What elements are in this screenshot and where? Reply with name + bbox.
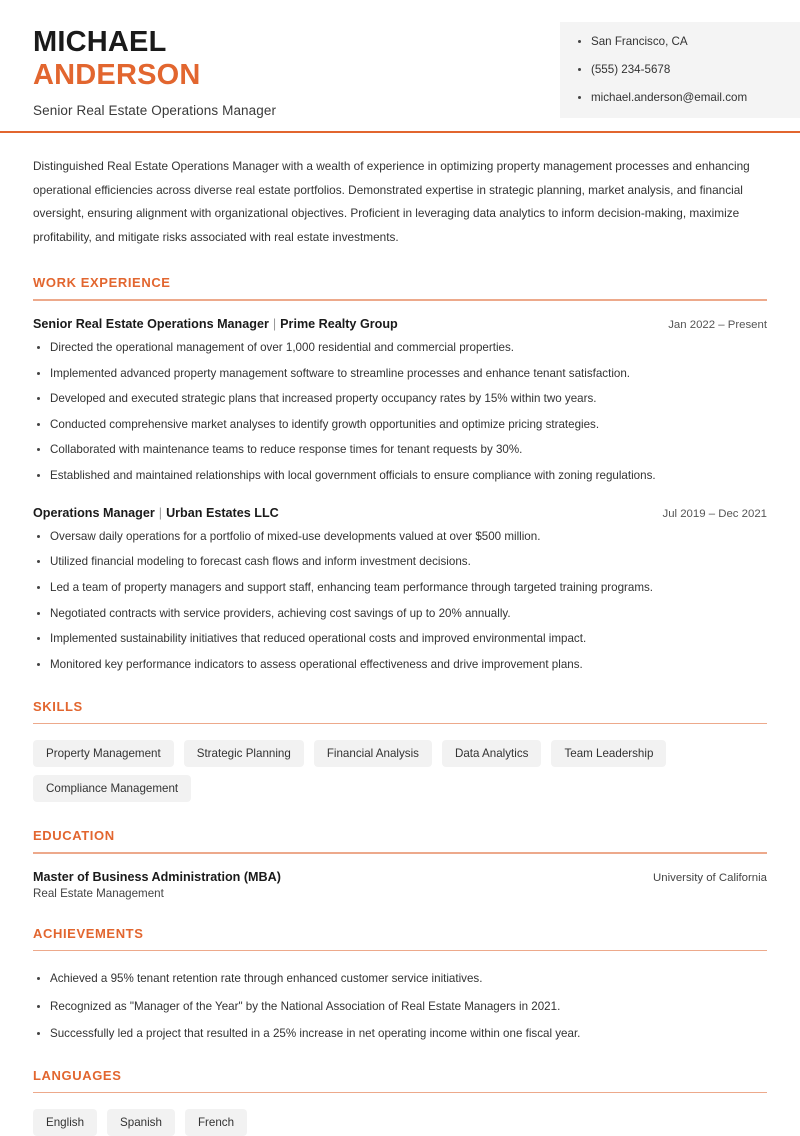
list-item: Monitored key performance indicators to assess operational effectiveness and drive improvement plans.	[33, 657, 767, 673]
section-title-achievements: ACHIEVEMENTS	[33, 925, 144, 941]
contact-list	[578, 35, 786, 105]
work-role: Operations Manager	[33, 505, 155, 520]
work-entry-bullets	[33, 340, 767, 484]
section-title-education: EDUCATION	[33, 828, 115, 844]
section-rule	[33, 299, 767, 301]
list-item: Negotiated contracts with service providers, achieving cost savings of up to 20% annually.	[33, 606, 767, 622]
section-skills	[33, 699, 767, 803]
section-languages	[33, 1068, 767, 1136]
list-item: Led a team of property managers and support staff, enhancing team performance through targeted training programs.	[33, 580, 767, 596]
list-item: Utilized financial modeling to forecast cash flows and inform investment decisions.	[33, 554, 767, 570]
list-item: Successfully led a project that resulted in a 25% increase in net operating income within one fiscal year.	[33, 1026, 767, 1042]
list-item: Implemented advanced property management software to streamline processes and enhance tenant satisfaction.	[33, 366, 767, 382]
work-entry-header	[33, 317, 767, 331]
work-entry	[33, 317, 767, 484]
last-name: ANDERSON	[33, 59, 201, 92]
work-company: Urban Estates LLC	[166, 505, 279, 520]
section-title-languages: LANGUAGES	[33, 1067, 122, 1083]
achievements-list	[33, 971, 767, 1042]
education-entry	[33, 870, 767, 900]
section-title-work-experience: WORK EXPERIENCE	[33, 275, 171, 291]
section-title-skills: SKILLS	[33, 698, 83, 714]
list-item: Developed and executed strategic plans that increased property occupancy rates by 15% within two years.	[33, 391, 767, 407]
contact-location: San Francisco, CA	[578, 35, 786, 49]
section-rule	[33, 852, 767, 854]
language-chip: French	[185, 1109, 247, 1136]
work-entry-date: Jan 2022 – Present	[668, 318, 767, 331]
language-chip: English	[33, 1109, 97, 1136]
work-entry-title	[33, 506, 279, 520]
work-entry-header	[33, 506, 767, 520]
job-subtitle: Senior Real Estate Operations Manager	[33, 103, 277, 119]
contact-box	[560, 22, 800, 118]
education-entry-header	[33, 870, 767, 884]
skill-chip: Financial Analysis	[314, 740, 432, 767]
list-item: Conducted comprehensive market analyses to identify growth opportunities and optimize pricing strategies.	[33, 417, 767, 433]
contact-email[interactable]: michael.anderson@email.com	[578, 91, 786, 105]
work-entry-date: Jul 2019 – Dec 2021	[662, 507, 767, 520]
education-field: Real Estate Management	[33, 886, 164, 900]
first-name: MICHAEL	[33, 26, 167, 58]
work-entry	[33, 506, 767, 673]
section-achievements	[33, 926, 767, 1042]
contact-phone[interactable]: (555) 234-5678	[578, 63, 786, 77]
education-institution: University of California	[653, 871, 767, 884]
identity-block	[0, 22, 276, 118]
title-separator: |	[158, 505, 163, 520]
resume-content	[0, 155, 800, 1136]
list-item: Directed the operational management of over 1,000 residential and commercial properties.	[33, 340, 767, 356]
work-role: Senior Real Estate Operations Manager	[33, 316, 269, 331]
list-item: Oversaw daily operations for a portfolio of mixed-use developments valued at over $500 million.	[33, 529, 767, 545]
skill-chip: Compliance Management	[33, 775, 191, 802]
list-item: Collaborated with maintenance teams to reduce response times for tenant requests by 30%.	[33, 442, 767, 458]
languages-chip-list	[33, 1109, 767, 1136]
section-education	[33, 828, 767, 900]
language-chip: Spanish	[107, 1109, 175, 1136]
list-item: Implemented sustainability initiatives that reduced operational costs and improved environmental impact.	[33, 631, 767, 647]
list-item: Achieved a 95% tenant retention rate through enhanced customer service initiatives.	[33, 971, 767, 987]
section-work-experience	[33, 275, 767, 672]
work-company: Prime Realty Group	[280, 316, 398, 331]
skill-chip: Team Leadership	[551, 740, 666, 767]
list-item: Established and maintained relationships with local government officials to ensure compliance with zoning regulations.	[33, 468, 767, 484]
skills-chip-list	[33, 740, 767, 802]
professional-summary: Distinguished Real Estate Operations Manager with a wealth of experience in optimizing property management processes and enhancing operational efficiencies across diverse real estate portfolios. Demonstrated expertise in strategic planning, market analysis, and financial oversight, ensuring alignment with organizational objectives. Proficient in leveraging data analytics to inform decision-making, maximize profitability, and mitigate risks associated with real estate investments.	[33, 159, 750, 244]
header-divider	[0, 131, 800, 133]
work-entry-title	[33, 317, 398, 331]
skill-chip: Data Analytics	[442, 740, 541, 767]
section-rule	[33, 1092, 767, 1094]
list-item: Recognized as "Manager of the Year" by the National Association of Real Estate Managers in 2021.	[33, 999, 767, 1015]
education-degree: Master of Business Administration (MBA)	[33, 869, 281, 884]
work-entry-bullets	[33, 529, 767, 673]
section-rule	[33, 950, 767, 952]
skill-chip: Property Management	[33, 740, 174, 767]
skill-chip: Strategic Planning	[184, 740, 304, 767]
section-rule	[33, 723, 767, 725]
resume-header	[0, 0, 800, 119]
title-separator: |	[272, 316, 277, 331]
